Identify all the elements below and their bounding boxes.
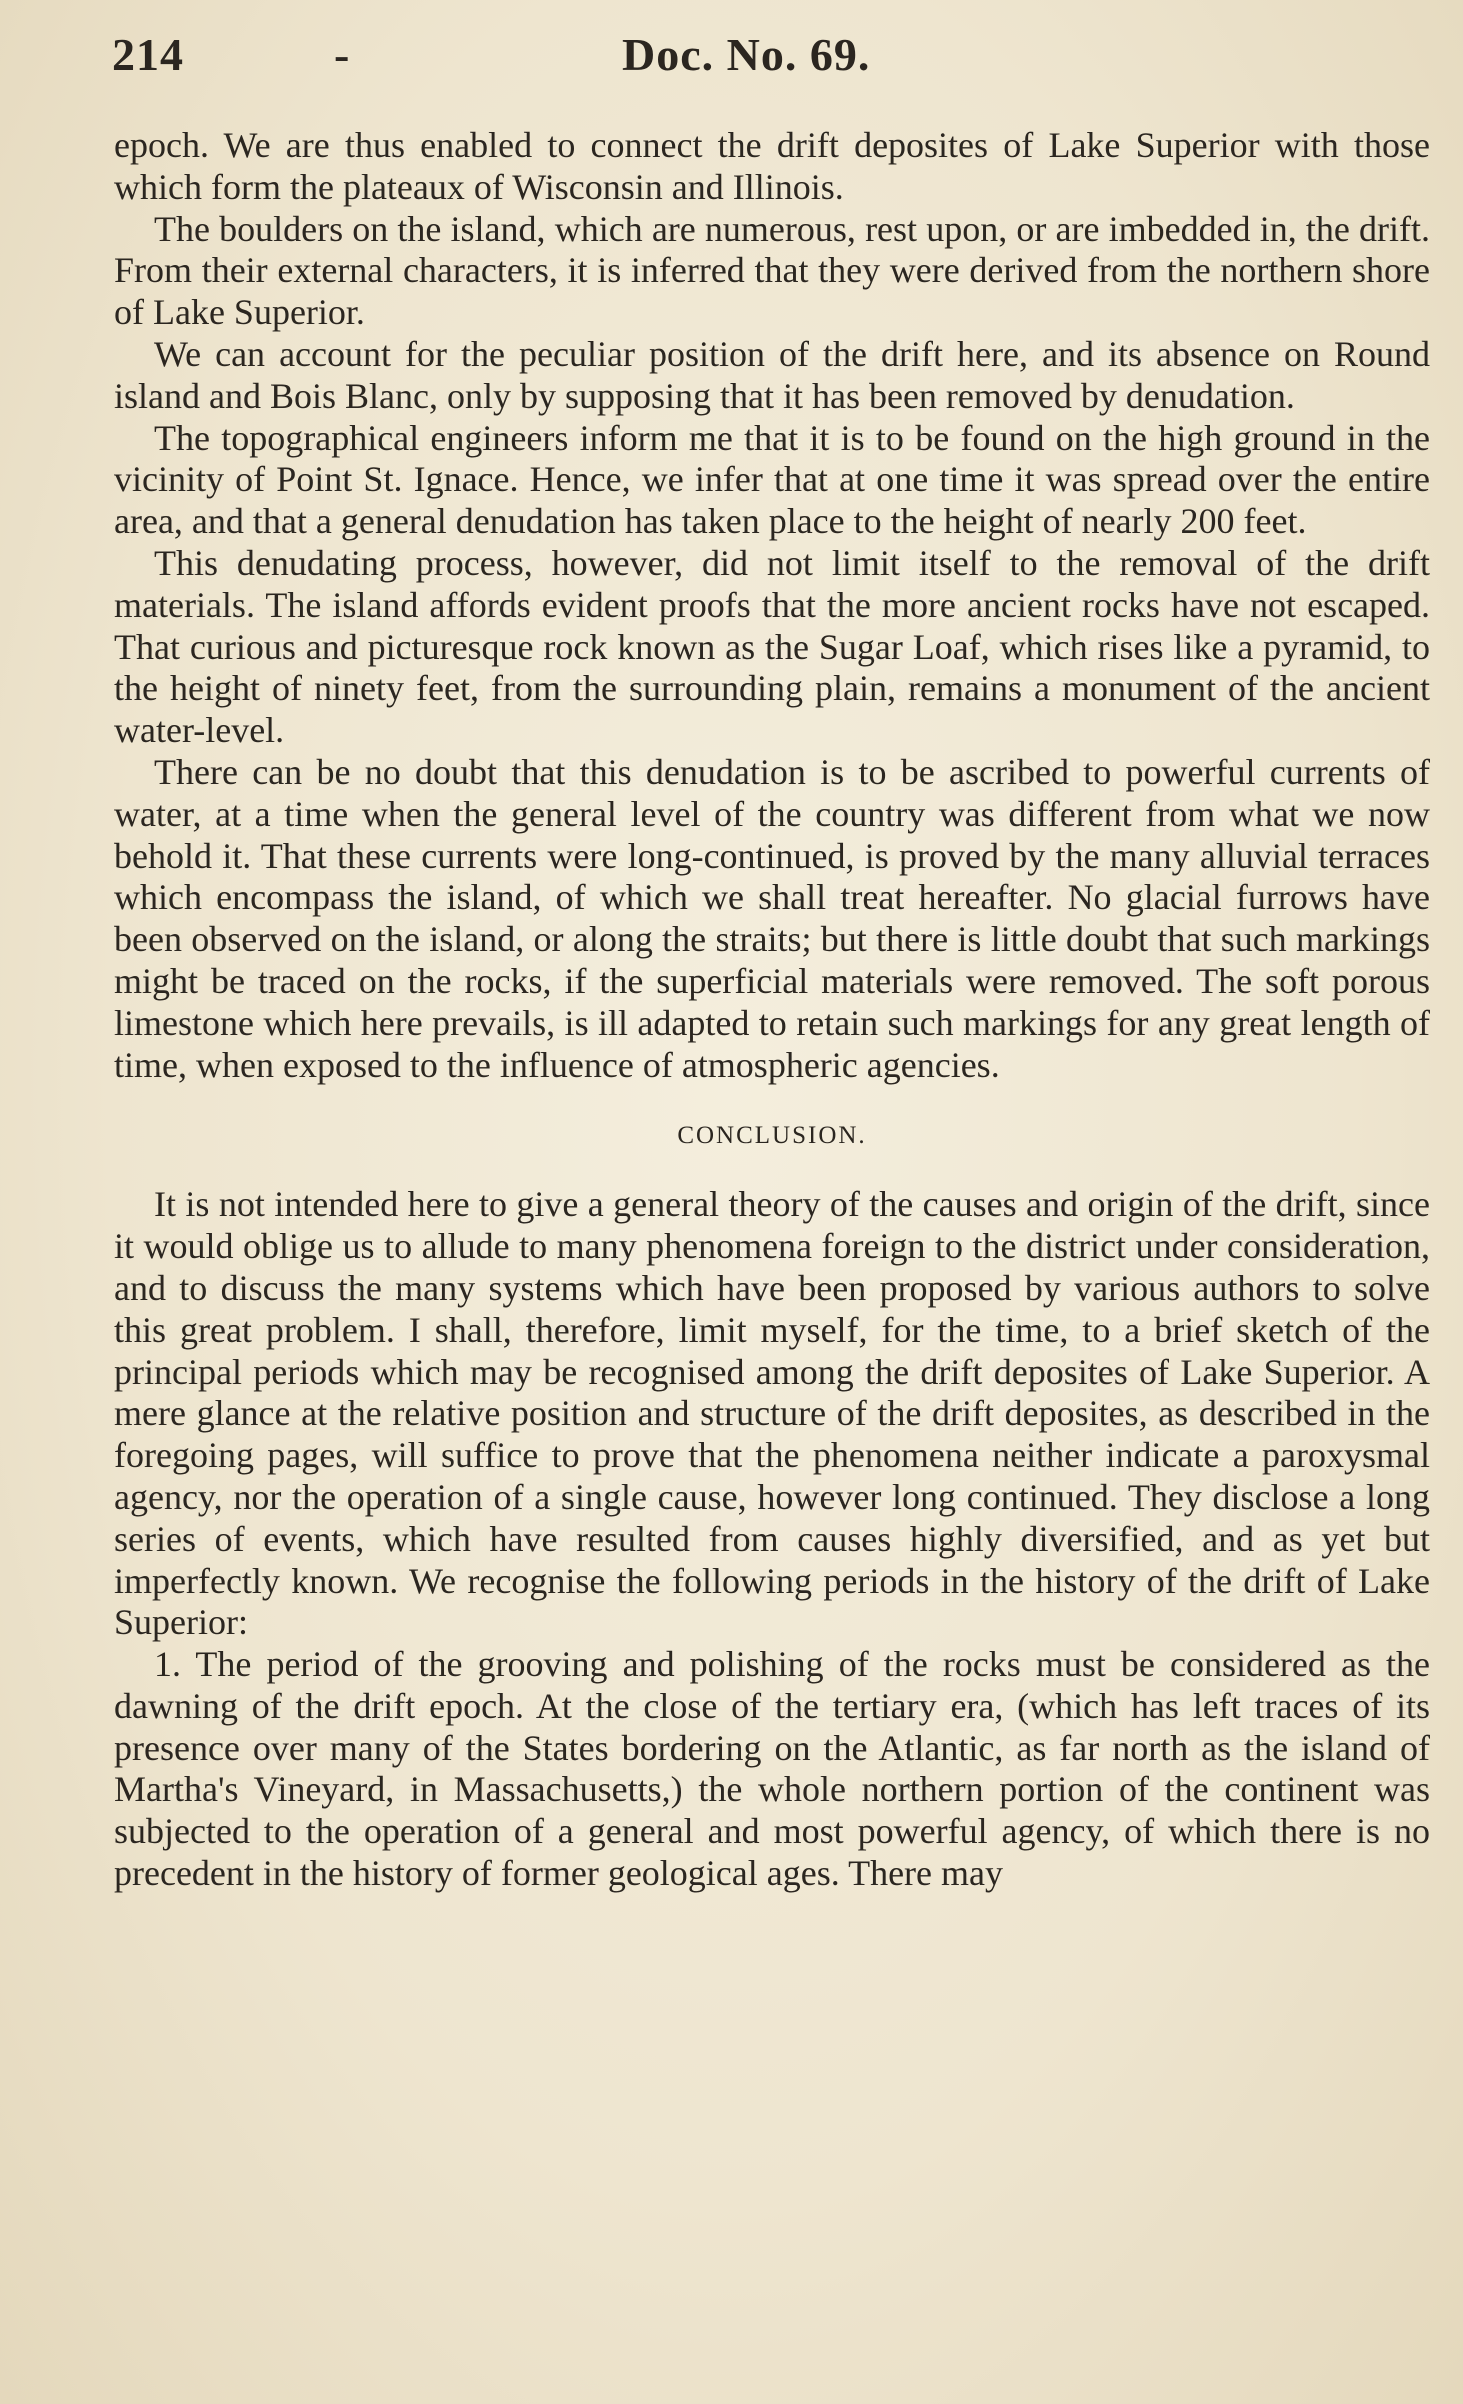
page-header	[112, 28, 1432, 88]
paragraph: It is not intended here to give a general theory of the causes and origin of the drift, since it would oblige us to allude to many phenomena foreign to the district under consideration, and to discuss the many systems which have been proposed by various authors to solve this great problem. I shall, therefore, limit myself, for the time, to a brief sketch of the principal periods which may be recognised among the drift deposites of Lake Superior. A mere glance at the relative position and structure of the drift deposites, as described in the foregoing pages, will suffice to prove that the phenomena neither indicate a paroxysmal agency, nor the operation of a single cause, however long continued. They disclose a long series of events, which have resulted from causes highly diversified, and as yet but imperfectly known. We recognise the following periods in the history of the drift of Lake Superior:	[114, 1184, 1430, 1643]
page-number: 214	[112, 29, 184, 80]
paragraph: 1. The period of the grooving and polishing of the rocks must be considered as the dawning of the drift epoch. At the close of the tertiary era, (which has left traces of its presence over many of the States bordering on the Atlantic, as far north as the island of Martha's Vineyard, in Massachusetts,) the whole northern portion of the continent was subjected to the operation of a general and most powerful agency, of which there is no precedent in the history of former geological ages. There may	[114, 1644, 1430, 1894]
header-dash: -	[334, 29, 350, 80]
paragraph: There can be no doubt that this denudation is to be ascribed to powerful currents of water, at a time when the general level of the country was different from what we now behold it. That these currents were long-continued, is proved by the many alluvial terraces which encompass the island, of which we shall treat hereafter. No glacial furrows have been observed on the island, or along the straits; but there is little doubt that such markings might be traced on the rocks, if the superficial materials were removed. The soft porous limestone which here prevails, is ill adapted to retain such markings for any great length of time, when exposed to the influence of atmospheric agencies.	[114, 751, 1430, 1085]
paragraph: epoch. We are thus enabled to connect the drift deposites of Lake Superior with those which form the plateaux of Wisconsin and Illinois.	[114, 125, 1430, 207]
paragraph: The boulders on the island, which are numerous, rest upon, or are imbedded in, the drift. From their external characters, it is inferred that they were derived from the northern shore of Lake Superior.	[114, 208, 1430, 333]
paragraph: The topographical engineers inform me that it is to be found on the high ground in the vicinity of Point St. Ignace. Hence, we infer that at one time it was spread over the entire area, and that a general denudation has taken place to the height of nearly 200 feet.	[114, 417, 1430, 542]
body-text	[114, 125, 1430, 1895]
paragraph: This denudating process, however, did not limit itself to the removal of the drift materials. The island affords evident proofs that the more ancient rocks have not escaped. That curious and picturesque rock known as the Sugar Loaf, which rises like a pyramid, to the height of ninety feet, from the surrounding plain, remains a monument of the ancient water-level.	[114, 542, 1430, 751]
document-title: Doc. No. 69.	[622, 29, 871, 80]
paragraph: We can account for the peculiar position of the drift here, and its absence on Round island and Bois Blanc, only by supposing that it has been removed by denudation.	[114, 333, 1430, 416]
section-heading: CONCLUSION.	[677, 1122, 867, 1150]
